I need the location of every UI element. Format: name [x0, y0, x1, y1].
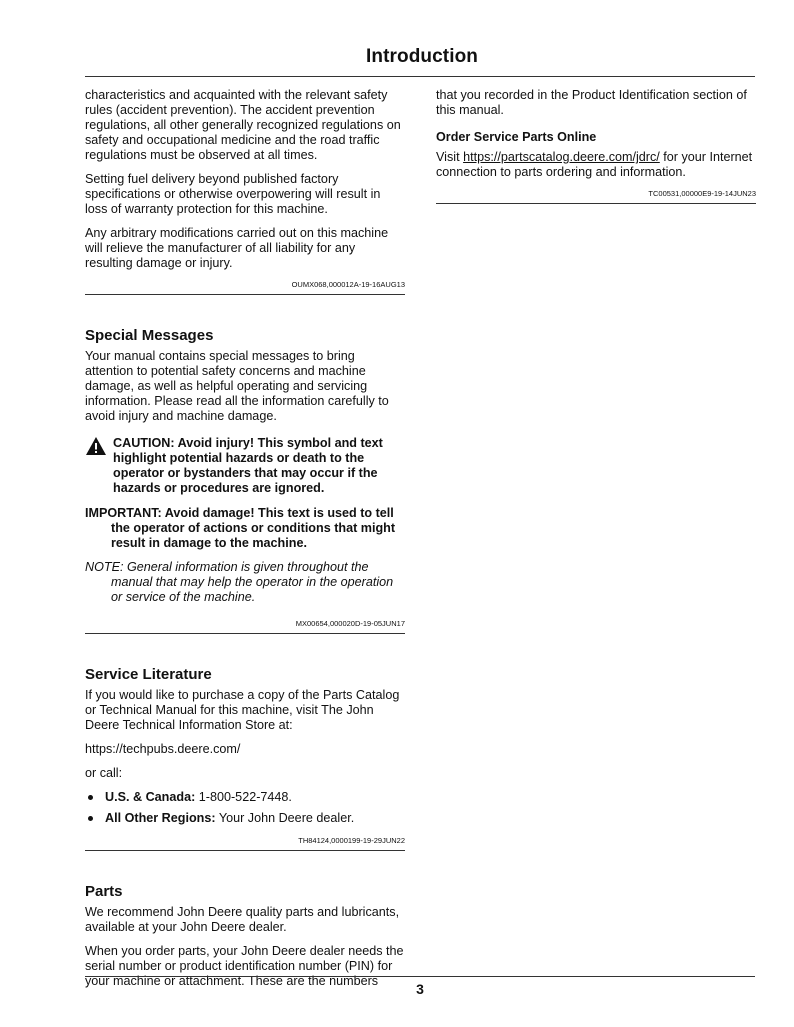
service-literature-section — [85, 666, 405, 851]
contact-value: Your John Deere dealer. — [215, 811, 355, 825]
section-heading: Special Messages — [85, 327, 214, 344]
list-item — [85, 811, 405, 826]
section-rule — [85, 633, 405, 634]
left-column — [85, 88, 405, 998]
list-item — [85, 790, 405, 805]
order-prefix: Visit — [436, 150, 464, 164]
section-heading: Service Literature — [85, 666, 212, 683]
note-message: NOTE: General information is given throughout the manual that may help the operator in the operation or service of the machine. — [85, 560, 394, 604]
reference-code: OUMX068,000012A-19-16AUG13 — [291, 280, 405, 289]
section-rule — [85, 294, 405, 295]
order-suffix: for your Internet connection to parts ordering and information. — [436, 150, 753, 179]
page-title: Introduction — [365, 46, 478, 67]
special-messages-section — [85, 327, 405, 634]
contact-label: U.S. & Canada: — [105, 790, 196, 804]
important-message: IMPORTANT: Avoid damage! This text is used to tell the operator of actions or conditions that might result in damage to the machine. — [85, 506, 396, 550]
warning-triangle-icon — [85, 436, 107, 456]
reference-code: MX00654,000020D-19-05JUN17 — [295, 619, 405, 628]
contact-label: All Other Regions: — [105, 811, 216, 825]
section-rule — [85, 850, 405, 851]
bullet-icon — [88, 816, 93, 821]
footer-rule — [85, 976, 755, 977]
intro-paragraph: Setting fuel delivery beyond published factory specifications or otherwise overpowering will result in loss of warranty protection for this machine. — [85, 172, 381, 216]
parts-section — [85, 883, 405, 989]
header-rule — [85, 76, 755, 77]
or-call-text: or call: — [85, 766, 123, 780]
section-heading: Parts — [85, 883, 123, 900]
parts-catalog-link[interactable]: https://partscatalog.deere.com/jdrc/ — [463, 150, 660, 164]
contact-list — [85, 790, 405, 826]
caution-message — [85, 436, 405, 496]
order-parts-heading: Order Service Parts Online — [436, 130, 597, 144]
section-body: If you would like to purchase a copy of the Parts Catalog or Technical Manual for this machine, visit The John Deere Technical Information Store at: — [85, 688, 400, 732]
reference-code: TH84124,0000199-19-29JUN22 — [298, 836, 405, 845]
bullet-icon — [88, 795, 93, 800]
right-column — [436, 88, 756, 204]
continuation-paragraph: that you recorded in the Product Identification section of this manual. — [436, 88, 747, 117]
contact-value: 1-800-522-7448. — [195, 790, 292, 804]
intro-section — [85, 88, 405, 295]
intro-paragraph: Any arbitrary modifications carried out on this machine will relieve the manufacturer of all liability for any resulting damage or injury. — [85, 226, 389, 270]
intro-paragraph: characteristics and acquainted with the relevant safety rules (accident prevention). The accident prevention regulations, all other generally recognized regulations on safety and occupational medicine and the road traffic regulations must be observed at all times. — [85, 88, 401, 162]
caution-text: CAUTION: Avoid injury! This symbol and text highlight potential hazards or death to the operator or bystanders that may occur if the hazards or procedures are ignored. — [113, 436, 383, 495]
order-parts-paragraph — [436, 150, 756, 180]
reference-code: TC00531,00000E9-19-14JUN23 — [648, 189, 756, 198]
techpubs-url[interactable]: https://techpubs.deere.com/ — [85, 742, 241, 756]
section-body: We recommend John Deere quality parts and lubricants, available at your John Deere dealer. — [85, 905, 400, 934]
section-body: Your manual contains special messages to bring attention to potential safety concerns and machine damage, as well as helpful operating and servicing information. Please read all the information carefully to avoid injury and machine damage. — [85, 349, 389, 423]
section-rule — [436, 203, 756, 204]
page-number: 3 — [416, 981, 424, 997]
section-body: When you order parts, your John Deere dealer needs the serial number or product identification number (PIN) for your machine or attachment. These are the numbers — [85, 944, 404, 988]
